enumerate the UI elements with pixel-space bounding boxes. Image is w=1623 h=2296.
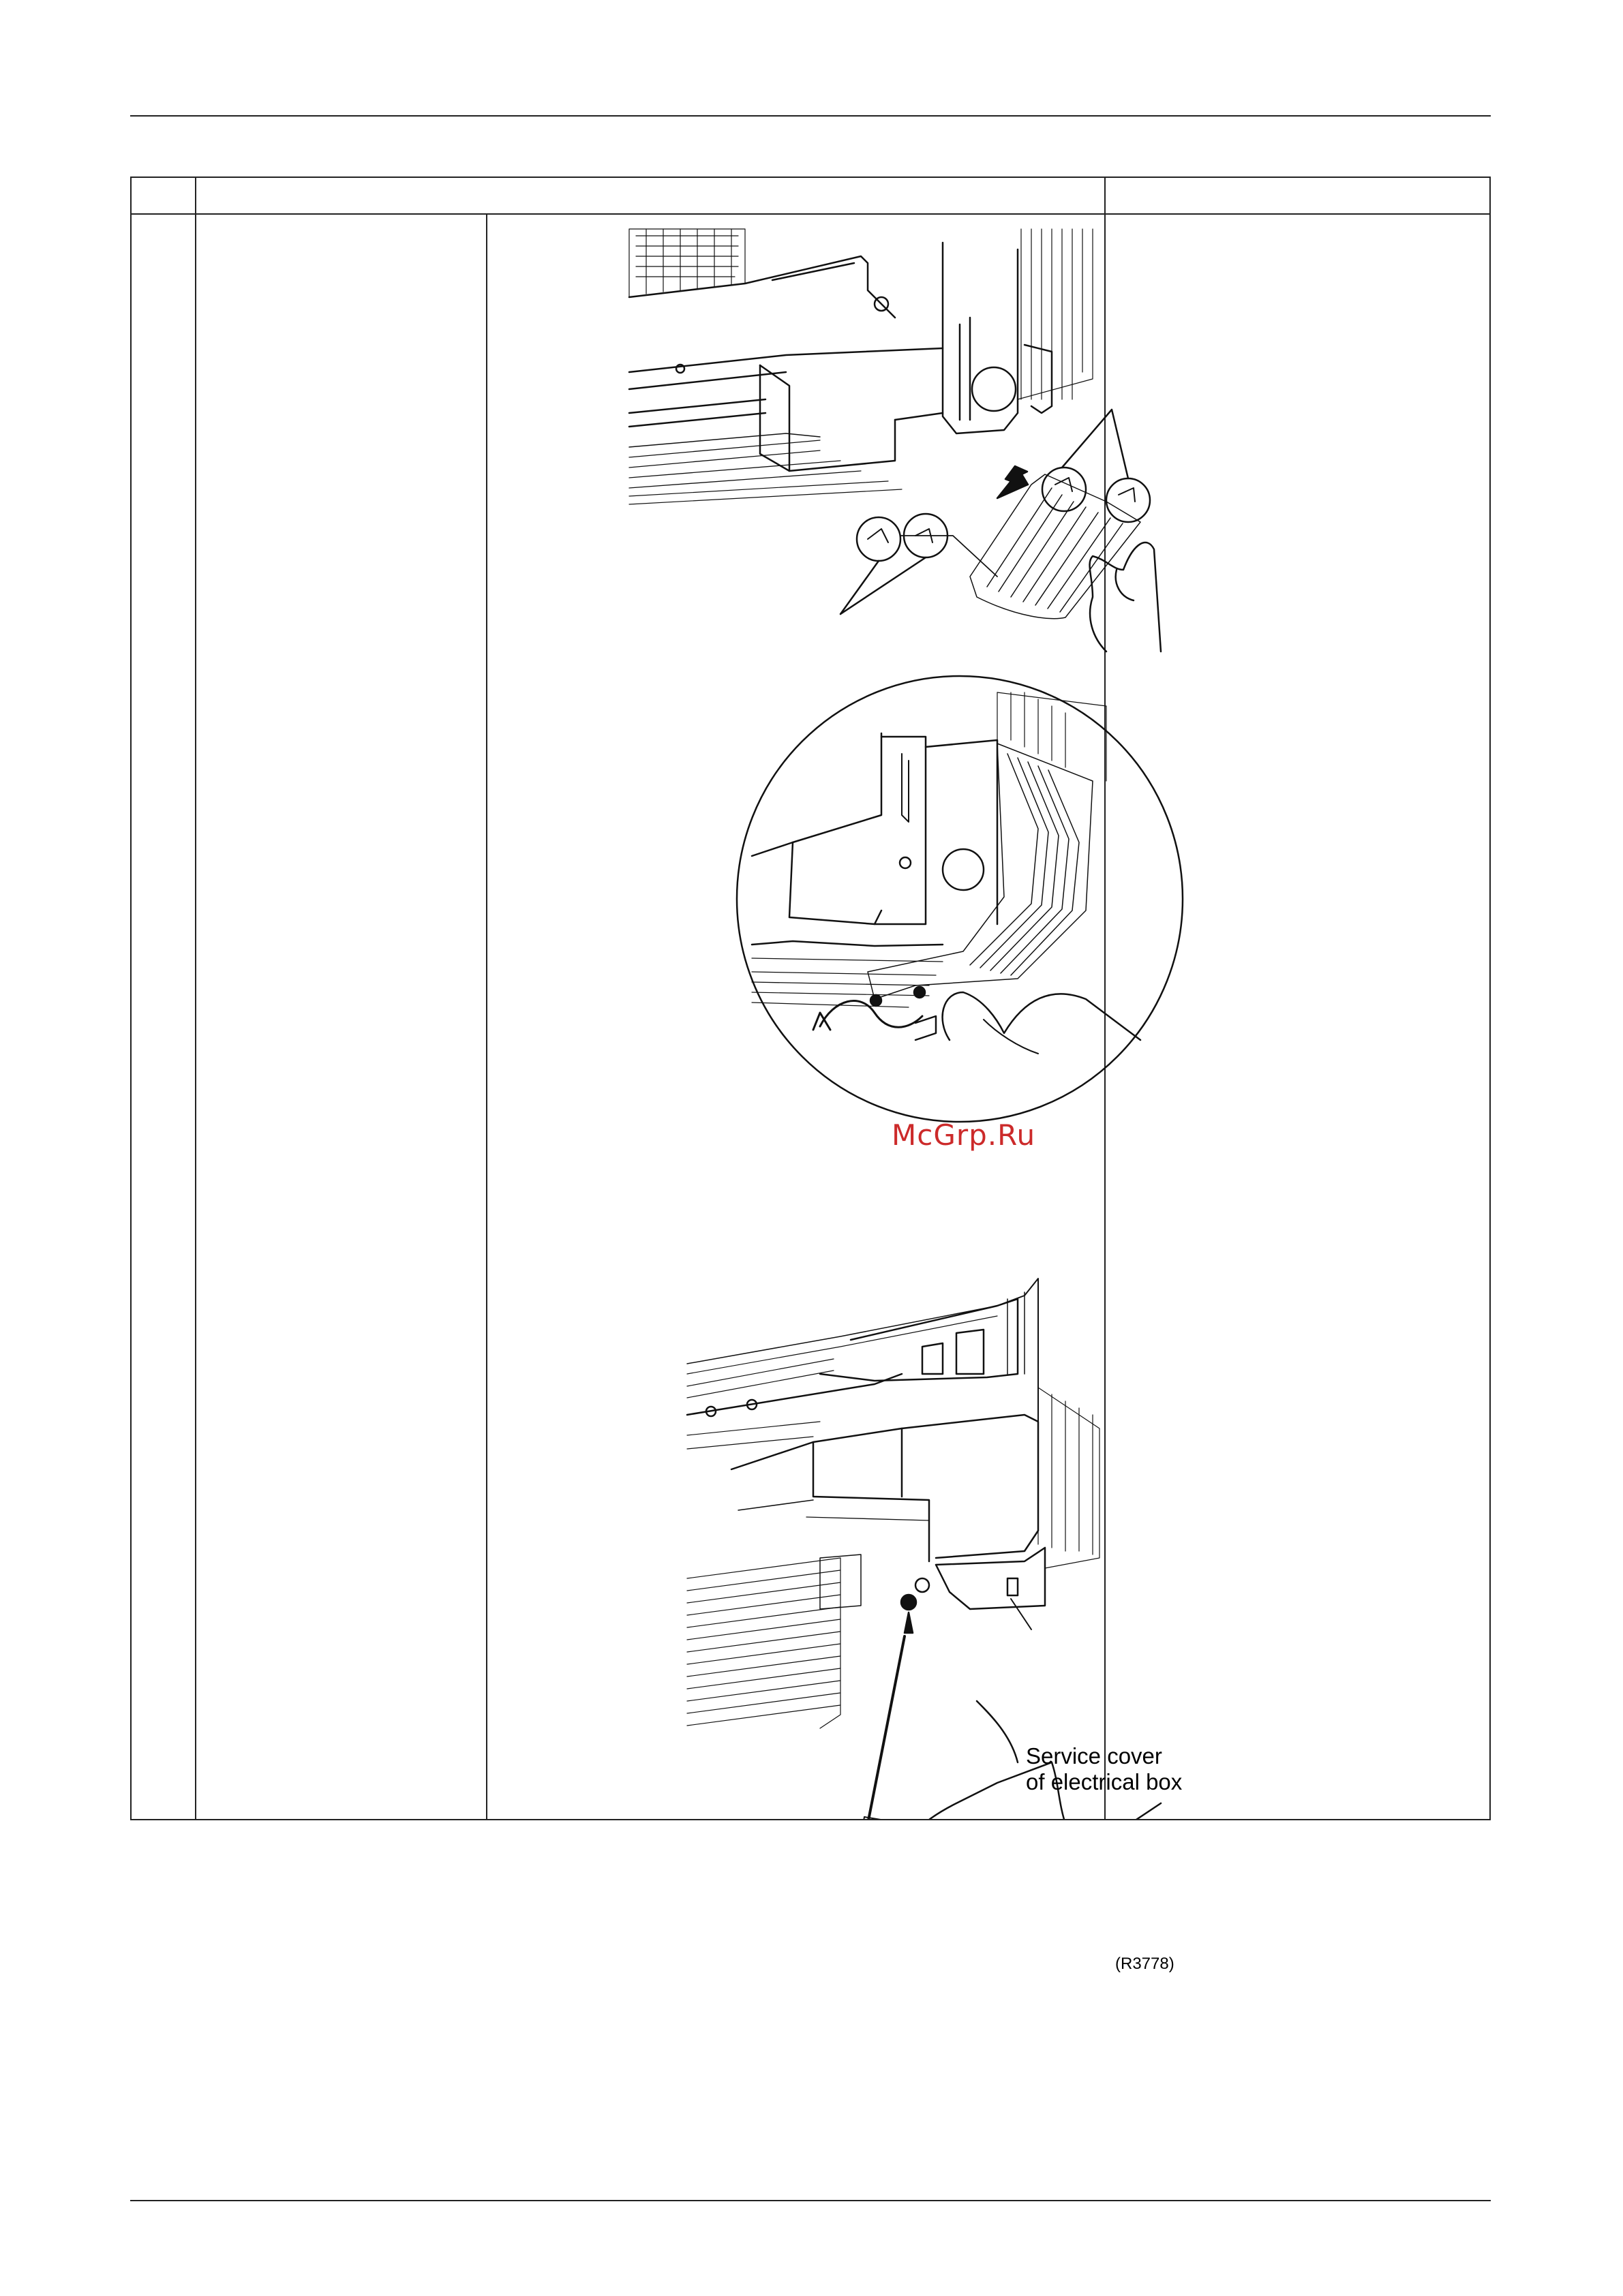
watermark-text: McGrp.Ru <box>892 1118 1036 1152</box>
procedure-table <box>130 177 1491 1973</box>
footer-rule <box>130 2200 1491 2201</box>
service-cover-callout <box>1026 1743 1182 1795</box>
step-column-divider <box>195 178 196 1819</box>
illustration-service-cover <box>687 1279 1161 1819</box>
figure-panel <box>616 215 1236 1973</box>
callout-line-1: Service cover <box>1026 1743 1162 1769</box>
header-rule <box>130 115 1491 117</box>
figure-code-label: (R3778) <box>1115 1955 1174 1973</box>
illustration-detail-circle <box>737 676 1183 1122</box>
callout-line-2: of electrical box <box>1026 1769 1183 1794</box>
figure-column-divider <box>486 213 487 1819</box>
illustration-unit-panel-removal <box>629 229 1161 652</box>
table-header-divider <box>132 213 1489 215</box>
